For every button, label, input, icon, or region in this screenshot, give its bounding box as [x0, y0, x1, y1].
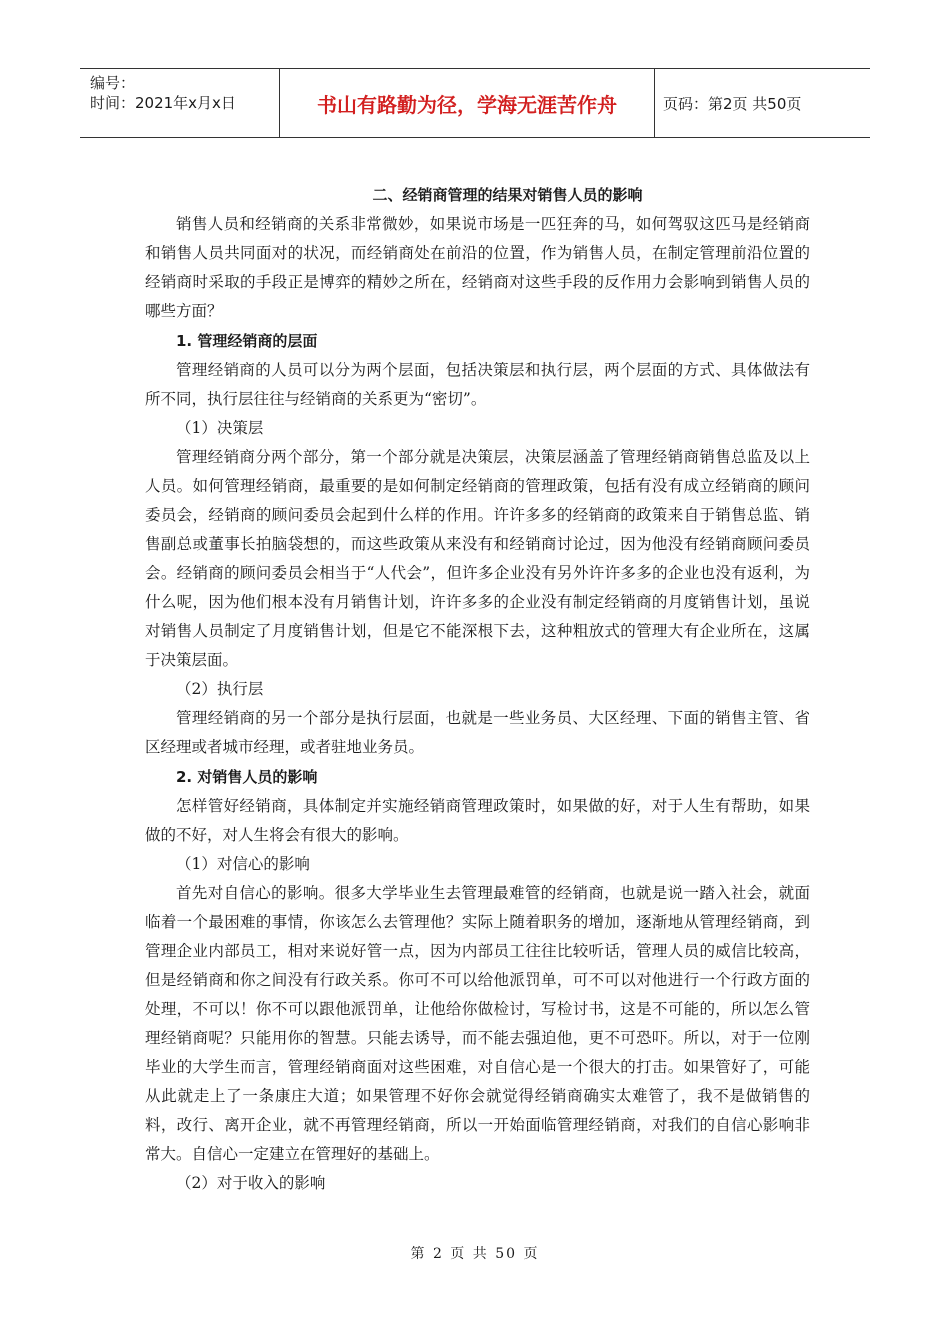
- section-2-sub-1-paragraph: 首先对自信心的影响。很多大学毕业生去管理最难管的经销商，也就是说一踏入社会，就面临着一个最困难的事情，你该怎么去管理他？实际上随着职务的增加，逐渐地从管理经销商，到管理企业内部员工，相对来说好管一点，因为内部员工往往比较听话，管理人员的威信比较高，但是经销商和你之间没有行政关系。你可不可以给他派罚单，可不可以对他进行一个行政方面的处理，不可以！你不可以跟他派罚单，让他给你做检讨，写检讨书，这是不可能的，所以怎么管理经销商呢？只能用你的智慧。只能去诱导，而不能去强迫他，更不可恐吓。所以，对于一位刚毕业的大学生而言，管理经销商面对这些困难，对自信心是一个很大的打击。如果管好了，可能从此就走上了一条康庄大道；如果管理不好你会就觉得经销商确实太难管了，我不是做销售的料，改行、离开企业，就不再管理经销商，所以一开始面临管理经销商，对我们的自信心影响非常大。自信心一定建立在管理好的基础上。: [145, 884, 810, 1163]
- section-1-paragraph: 管理经销商的人员可以分为两个层面，包括决策层和执行层，两个层面的方式、具体做法有所不同，执行层往往与经销商的关系更为“密切”。: [145, 361, 810, 408]
- intro-paragraph: 销售人员和经销商的关系非常微妙，如果说市场是一匹狂奔的马，如何驾驭这匹马是经销商和销售人员共同面对的状况，而经销商处在前沿的位置，作为销售人员，在制定管理前沿位置的经销商时采取的手段正是博弈的精妙之所在，经销商对这些手段的反作用力会影响到销售人员的哪些方面？: [145, 215, 810, 320]
- date-label: 时间：2021年x月x日: [90, 94, 236, 112]
- page-footer: 第 2 页 共 50 页: [410, 1246, 540, 1262]
- section-1-sub-2-heading: （2）执行层: [176, 680, 264, 698]
- section-2-sub-1-heading: （1）对信心的影响: [176, 855, 310, 873]
- header-motto: 书山有路勤为径，学海无涯苦作舟: [280, 69, 655, 137]
- article-body: [145, 180, 810, 1198]
- header-page-label: 页码：第2页 共50页: [663, 94, 802, 113]
- section-1-sub-2-paragraph: 管理经销商的另一个部分是执行层面，也就是一些业务员、大区经理、下面的销售主管、省区经理或者城市经理，或者驻地业务员。: [145, 709, 810, 756]
- section-2-heading: 2. 对销售人员的影响: [176, 768, 318, 786]
- section-2-paragraph: 怎样管好经销商，具体制定并实施经销商管理政策时，如果做的好，对于人生有帮助，如果做的不好，对人生将会有很大的影响。: [145, 797, 810, 844]
- section-2-sub-2-heading: （2）对于收入的影响: [176, 1174, 326, 1192]
- section-1-sub-1-paragraph: 管理经销商分两个部分，第一个部分就是决策层，决策层涵盖了管理经销商销售总监及以上人员。如何管理经销商，最重要的是如何制定经销商的管理政策，包括有没有成立经销商的顾问委员会，经销商的顾问委员会起到什么样的作用。许许多多的经销商的政策来自于销售总监、销售副总或董事长拍脑袋想的，而这些政策从来没有和经销商讨论过，因为他没有经销商顾问委员会。经销商的顾问委员会相当于“人代会”，但许多企业没有另外许许多多的企业也没有返利，为什么呢，因为他们根本没有月销售计划，许许多多的企业没有制定经销商的月度销售计划，虽说对销售人员制定了月度销售计划，但是它不能深根下去，这种粗放式的管理大有企业所在，这属于决策层面。: [145, 448, 810, 669]
- section-1-heading: 1. 管理经销商的层面: [176, 332, 318, 350]
- serial-label: 编号：: [90, 74, 136, 92]
- article-title: 二、经销商管理的结果对销售人员的影响: [372, 186, 643, 204]
- header-info-cell: [80, 69, 280, 137]
- section-1-sub-1-heading: （1）决策层: [176, 419, 264, 437]
- document-header: [80, 68, 870, 138]
